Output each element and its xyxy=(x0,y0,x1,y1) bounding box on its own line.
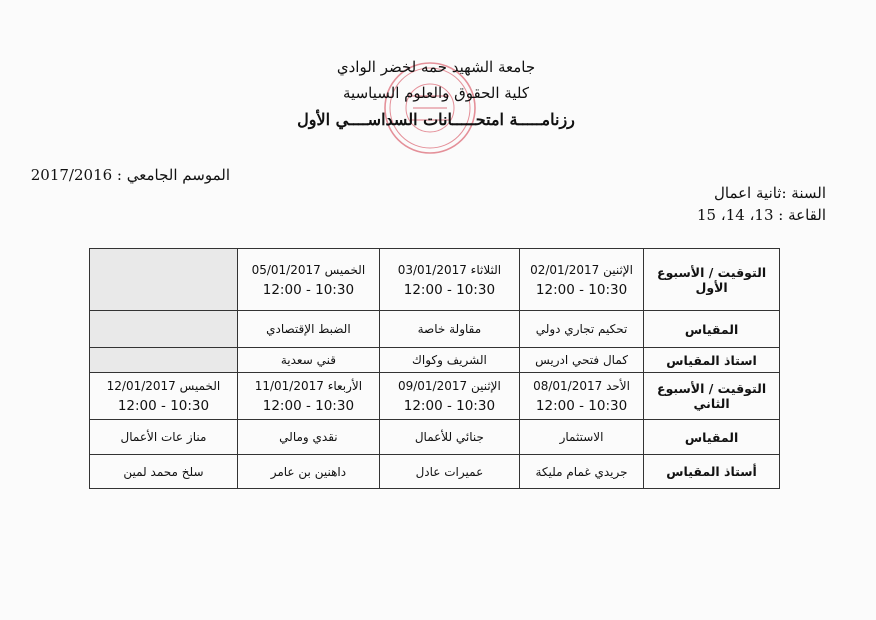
empty-cell xyxy=(90,348,238,373)
exam-time: 10:30 - 12:00 xyxy=(262,281,355,298)
exam-time: 10:30 - 12:00 xyxy=(535,281,628,298)
page-title: رزنامـــــة امتحـــــانات السداســــي الأول xyxy=(297,110,575,129)
table-cell xyxy=(519,373,643,420)
table-cell xyxy=(519,249,643,311)
subject-cell: الاستثمار xyxy=(519,420,643,455)
exam-date: الإثنين 09/01/2017 xyxy=(397,379,501,393)
exam-date: الخميس 05/01/2017 xyxy=(251,262,366,277)
empty-cell xyxy=(90,311,238,348)
subject-cell: الضبط الإقتصادي xyxy=(237,311,379,348)
professor-cell: سلخ محمد لمين xyxy=(90,455,238,489)
exam-date: الأربعاء 11/01/2017 xyxy=(254,379,363,393)
professor-cell: الشريف وكواك xyxy=(379,348,519,373)
subject-cell: نقدي ومالي xyxy=(237,420,379,455)
professor-cell: قني سعدية xyxy=(237,348,379,373)
rooms: القاعة : 13، 14، 15 xyxy=(697,206,826,224)
table-row xyxy=(90,348,780,373)
professor-cell: جريدي غمام مليكة xyxy=(519,455,643,489)
professor-cell: عميرات عادل xyxy=(379,455,519,489)
exam-time: 10:30 - 12:00 xyxy=(262,398,355,414)
exam-time: 10:30 - 12:00 xyxy=(117,398,210,414)
subject-cell: مناز عات الأعمال xyxy=(90,420,238,455)
week1-time-label: التوقيت / الأسبوع الأول xyxy=(644,249,780,311)
faculty-name: كلية الحقوق والعلوم السياسية xyxy=(343,84,529,102)
week2-time-label: التوقيت / الأسبوع الثاني xyxy=(644,373,780,420)
subject-cell: مقاولة خاصة xyxy=(379,311,519,348)
exam-date: الثلاثاء 03/01/2017 xyxy=(397,262,502,277)
exam-schedule-table xyxy=(89,248,780,489)
student-info xyxy=(697,182,826,226)
table-row xyxy=(90,311,780,348)
level: السنة :ثانية اعمال xyxy=(713,184,826,202)
professor-cell: كمال فتحي ادريس xyxy=(519,348,643,373)
exam-time: 10:30 - 12:00 xyxy=(403,398,496,414)
week1-subject-label: المقياس xyxy=(644,311,780,348)
exam-date: الإثنين 02/01/2017 xyxy=(530,262,633,277)
table-cell xyxy=(379,249,519,311)
university-name: جامعة الشهيد حمه لخضر الوادي xyxy=(336,58,536,76)
table-cell xyxy=(237,373,379,420)
table-row xyxy=(90,455,780,489)
subject-cell: تحكيم تجاري دولي xyxy=(519,311,643,348)
table-row xyxy=(90,420,780,455)
week1-prof-label: استاذ المقياس xyxy=(644,348,780,373)
table-row xyxy=(90,373,780,420)
academic-year: الموسم الجامعي : 2017/2016 xyxy=(30,166,230,184)
exam-time: 10:30 - 12:00 xyxy=(403,281,496,298)
table-cell xyxy=(237,249,379,311)
week2-subject-label: المقياس xyxy=(644,420,780,455)
exam-date: الأحد 08/01/2017 xyxy=(533,379,630,393)
exam-date: الخميس 12/01/2017 xyxy=(106,379,221,393)
exam-time: 10:30 - 12:00 xyxy=(535,398,628,414)
empty-cell xyxy=(90,249,238,311)
table-cell xyxy=(379,373,519,420)
table-row xyxy=(90,249,780,311)
subject-cell: جنائي للأعمال xyxy=(379,420,519,455)
week2-prof-label: أستاذ المقياس xyxy=(644,455,780,489)
professor-cell: داهنين بن عامر xyxy=(237,455,379,489)
table-cell xyxy=(90,373,238,420)
